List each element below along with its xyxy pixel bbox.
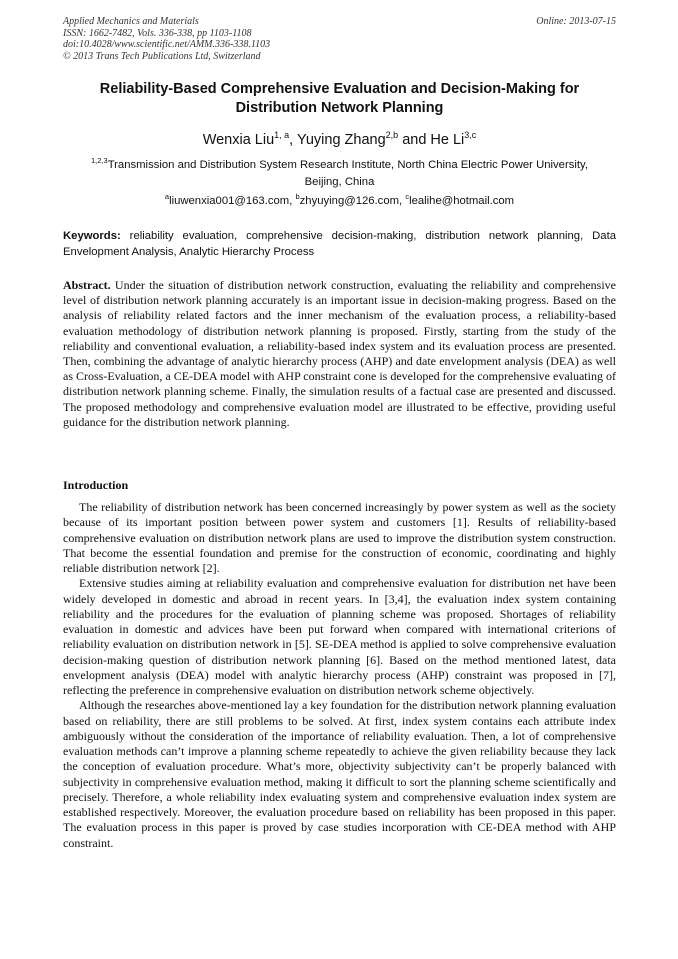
email-separator-2: , <box>399 195 406 207</box>
paper-title <box>63 80 616 118</box>
journal-name: Applied Mechanics and Materials <box>63 16 199 27</box>
abstract-text: Under the situation of distribution network construction, evaluating the reliability and comprehensive level of distribution network planning accurately is an important issue in decision-making progress. Based on the analysis of reliability related factors and the inner mechanism of the evaluation process, a reliability-based evaluation methodology of distribution network planning is proposed. Firstly, starting from the study of the reliability and conventional evaluation, a reliability-based index system and its evaluation process are presented. Then, combining the advantage of analytic hierarchy process (AHP) and date envelopment analysis (DEA) as well as Cross-Evaluation, a CE-DEA model with AHP constraint cone is developed for the comprehensive evaluating of distribution network planning scheme. Finally, the simulation results of a factual case are presented and discussed. The proposed methodology and comprehensive evaluation model are illustrated to be effective, providing useful guidance for the distribution network planning. <box>63 278 616 429</box>
keywords-text: reliability evaluation, comprehensive decision-making, distribution network planning, Data Envelopment Analysis, Analytic Hierarchy Process <box>63 230 616 258</box>
author-list <box>63 131 616 149</box>
intro-paragraph-3: Although the researches above-mentioned lay a key foundation for the distribution network planning evaluation based on reliability, there are still problems to be solved. At first, index system contains each attribute index ambiguously without the consideration of the importance of reliability evaluation. Then, a lot of comprehensive evaluation methods can’t improve a planning scheme repeatedly to achieve the given reliability because they lack the conception of evaluation procedure. What’s more, objectivity subjectivity can’t be properly balanced with subjectivity in comprehensive evaluation method, making it difficult to sort the planning scheme scientifically and precisely. Therefore, a whole reliability index evaluating system and comprehensive evaluation index system are established respectively. Moreover, the evaluation procedure based on reliability has been proposed in this paper. The evaluation process in this paper is proved by case studies incorporation with CE-DEA method with AHP constraint. <box>63 698 616 850</box>
header-left <box>63 16 616 62</box>
affiliation-text-1: Transmission and Distribution System Research Institute, North China Electric Power University, <box>107 159 588 171</box>
abstract-label: Abstract. <box>63 278 111 292</box>
email-b-sup: b <box>295 192 300 201</box>
keywords <box>63 228 616 260</box>
keywords-label: Keywords: <box>63 230 121 242</box>
affiliation-line-1 <box>63 157 616 174</box>
email-separator-1: , <box>289 195 296 207</box>
email-a-sup: a <box>164 192 170 201</box>
email-c[interactable]: lealihe@hotmail.com <box>409 195 515 207</box>
author-separator-2: and <box>398 132 431 148</box>
doi-line: doi:10.4028/www.scientific.net/AMM.336-338.1103 <box>63 39 271 50</box>
abstract <box>63 278 616 430</box>
email-list <box>63 193 616 210</box>
email-a[interactable]: liuwenxia001@163.com <box>169 195 290 207</box>
introduction-body <box>63 500 616 851</box>
author-1-sup: 1, a <box>274 130 290 140</box>
author-2-name: Yuying Zhang <box>296 132 386 148</box>
title-line-1: Reliability-Based Comprehensive Evaluation and Decision-Making for <box>99 81 580 97</box>
copyright-line: © 2013 Trans Tech Publications Ltd, Switzerland <box>63 50 261 62</box>
online-date: Online: 2013-07-15 <box>536 16 616 27</box>
affiliation-line-2: Beijing, China <box>304 176 375 188</box>
author-2-sup: 2,b <box>385 130 399 140</box>
author-3-name: He Li <box>430 132 465 148</box>
email-b[interactable]: zhyuying@126.com <box>299 195 400 207</box>
issn-line: ISSN: 1662-7482, Vols. 336-338, pp 1103-1108 <box>63 27 252 39</box>
email-c-sup: c <box>405 192 410 201</box>
section-heading-introduction: Introduction <box>63 478 129 492</box>
author-separator-1: , <box>289 132 297 148</box>
author-3-sup: 3,c <box>464 130 477 140</box>
intro-paragraph-1: The reliability of distribution network has been concerned increasingly by power system as well as the society because of its important position between power system and customers [1]. Results of reliability-based comprehensive evaluation on distribution network plans are used to improve the distribution system construction. That become the essential foundation and premise for the construction of economic, coordinating and highly reliable distribution network [2]. <box>63 500 616 575</box>
affiliation <box>63 157 616 191</box>
intro-paragraph-2: Extensive studies aiming at reliability evaluation and comprehensive evaluation for distribution net have been widely developed in domestic and abroad in recent years. In [3,4], the evaluation index system containing reliability and the procedures for the evaluation of planning scheme was proposed. Shortages of reliability evaluation in domestic and advices have been put forward when compared with international criterions of reliability evaluation on distribution network in [5]. SE-DEA method is applied to solve comprehensive evaluation decision-making question of distribution network planning [6]. Based on the method mentioned latest, data envelopment analysis (DEA) model with analytic hierarchy process (AHP) constraint was proposed in [7], reflecting the preference in comprehensive evaluation on distribution network scheme objectively. <box>63 576 616 697</box>
title-line-2: Distribution Network Planning <box>235 100 444 116</box>
journal-header <box>63 16 616 62</box>
affiliation-sup: 1,2,3 <box>91 156 108 165</box>
author-1-name: Wenxia Liu <box>202 132 275 148</box>
